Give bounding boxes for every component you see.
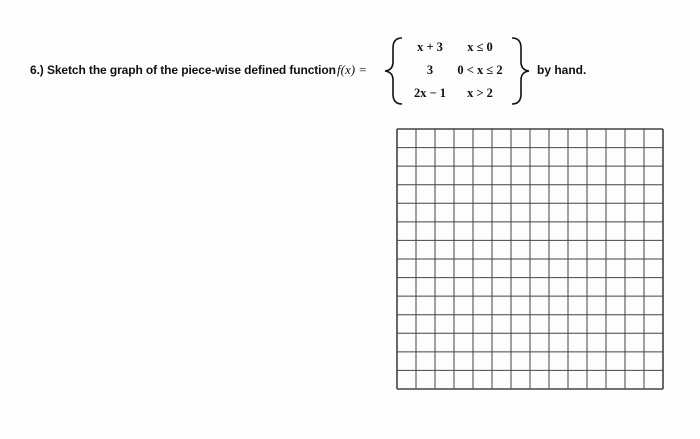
left-brace <box>385 38 402 104</box>
piece-2-condition: 0 < x ≤ 2 <box>457 63 503 77</box>
question-suffix: by hand. <box>537 63 587 77</box>
function-name: f(x) = <box>337 62 368 77</box>
question-prompt: 6.) Sketch the graph of the piece-wise defined function <box>30 63 336 77</box>
piece-2-expression: 3 <box>426 63 434 77</box>
graph-grid[interactable] <box>395 127 665 391</box>
piece-3-expression: 2x − 1 <box>413 86 447 100</box>
piece-1-condition: x ≤ 0 <box>467 40 493 54</box>
graph-grid-container <box>395 127 665 396</box>
piece-1-expression: x + 3 <box>417 40 443 54</box>
piece-3-condition: x > 2 <box>467 86 493 100</box>
